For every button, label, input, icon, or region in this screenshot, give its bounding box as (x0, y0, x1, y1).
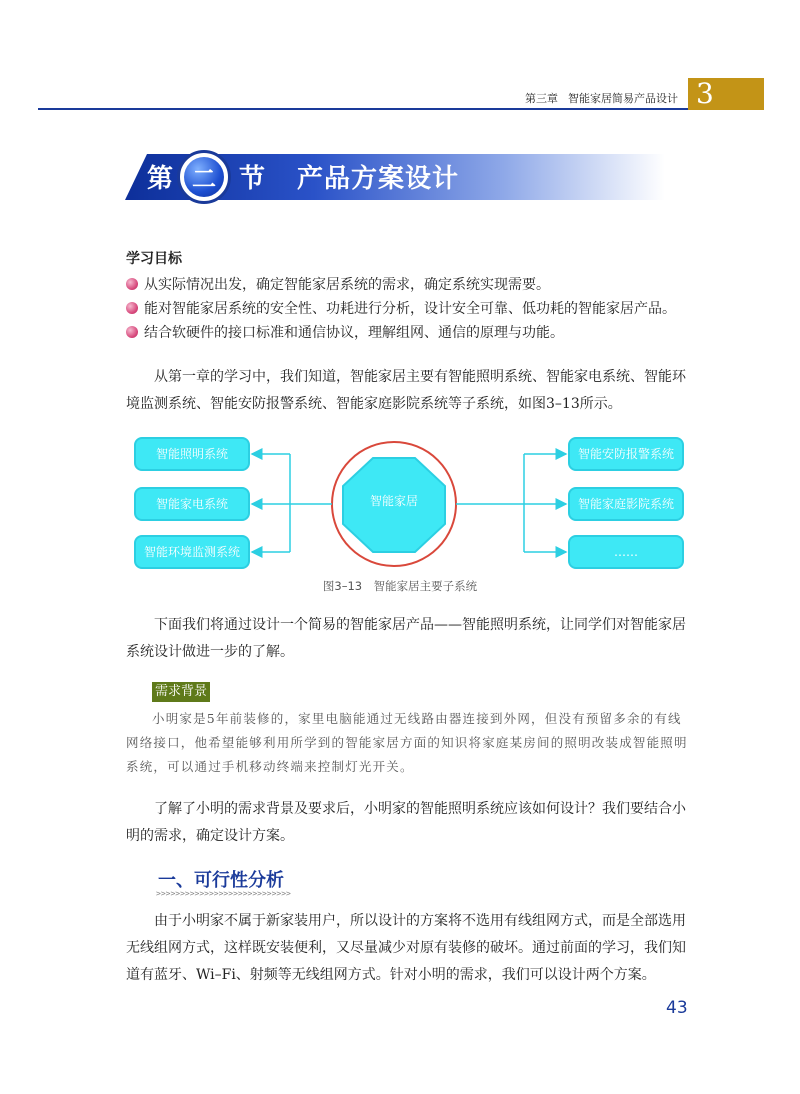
section-number: 二 (192, 165, 216, 193)
bullet-icon (126, 326, 138, 338)
subsection-heading: 一、可行性分析 (158, 870, 284, 891)
requirement-text: 小明家是5年前装修的，家里电脑能通过无线路由器连接到外网，但没有预留多余的有线网络接口，他希望能够利用所学到的智能家居方面的知识将家庭某房间的照明改装成智能照明系统，可以通过手机移动终端来控制灯光开关。 (126, 711, 688, 774)
running-header (515, 90, 678, 106)
learning-goal-item: 结合软硬件的接口标准和通信协议，理解组网、通信的原理与功能。 (126, 322, 564, 342)
diagram-center-label: 智能家居 (369, 494, 418, 508)
learning-goal-item: 从实际情况出发，确定智能家居系统的需求，确定系统实现需要。 (126, 274, 550, 294)
paragraph-feasibility: 由于小明家不属于新家装用户，所以设计的方案将不选用有线组网方式，而是全部选用无线组网方式，这样既安装便利，又尽量减少对原有装修的破坏。通过前面的学习，我们知道有蓝牙、Wi–Fi、射频等无线组网方式。针对小明的需求，我们可以设计两个方案。 (126, 913, 686, 983)
learning-goals-title: 学习目标 (126, 251, 182, 267)
diagram-box-left: 智能家电系统 (134, 487, 250, 521)
paragraph-transition: 下面我们将通过设计一个简易的智能家居产品——智能照明系统，让同学们对智能家居系统设计做进一步的了解。 (126, 617, 686, 660)
diagram-box-right: …… (568, 535, 684, 569)
page-number: 43 (666, 998, 688, 1018)
paragraph-question: 了解了小明的需求背景及要求后，小明家的智能照明系统应该如何设计？我们要结合小明的需求，确定设计方案。 (126, 801, 686, 844)
figure-caption: 图3–13 智能家居主要子系统 (322, 579, 478, 593)
chapter-number: 3 (696, 77, 714, 110)
bullet-icon (126, 302, 138, 314)
banner-suffix: 节 (239, 164, 267, 194)
subsection-arrows: >>>>>>>>>>>>>>>>>>>>>>>>>>>> (156, 889, 291, 898)
section-number-badge (177, 150, 231, 204)
banner-prefix: 第 (147, 164, 175, 194)
bullet-icon (126, 278, 138, 290)
paragraph-intro: 从第一章的学习中，我们知道，智能家居主要有智能照明系统、智能家电系统、智能环境监测系统、智能安防报警系统、智能家庭影院系统等子系统，如图3–13所示。 (126, 369, 686, 412)
diagram-box-left: 智能环境监测系统 (134, 535, 250, 569)
chapter-label: 第三章 (525, 92, 558, 105)
header-rule (38, 108, 688, 110)
learning-goal-item: 能对智能家居系统的安全性、功耗进行分析，设计安全可靠、低功耗的智能家居产品。 (126, 298, 676, 318)
requirement-label: 需求背景 (152, 682, 210, 702)
diagram-box-right: 智能安防报警系统 (568, 437, 684, 471)
section-banner (125, 154, 665, 200)
subsystem-diagram (120, 424, 690, 584)
section-title: 产品方案设计 (297, 164, 460, 194)
diagram-box-right: 智能家庭影院系统 (568, 487, 684, 521)
chapter-title: 智能家居简易产品设计 (568, 92, 678, 105)
diagram-box-left: 智能照明系统 (134, 437, 250, 471)
